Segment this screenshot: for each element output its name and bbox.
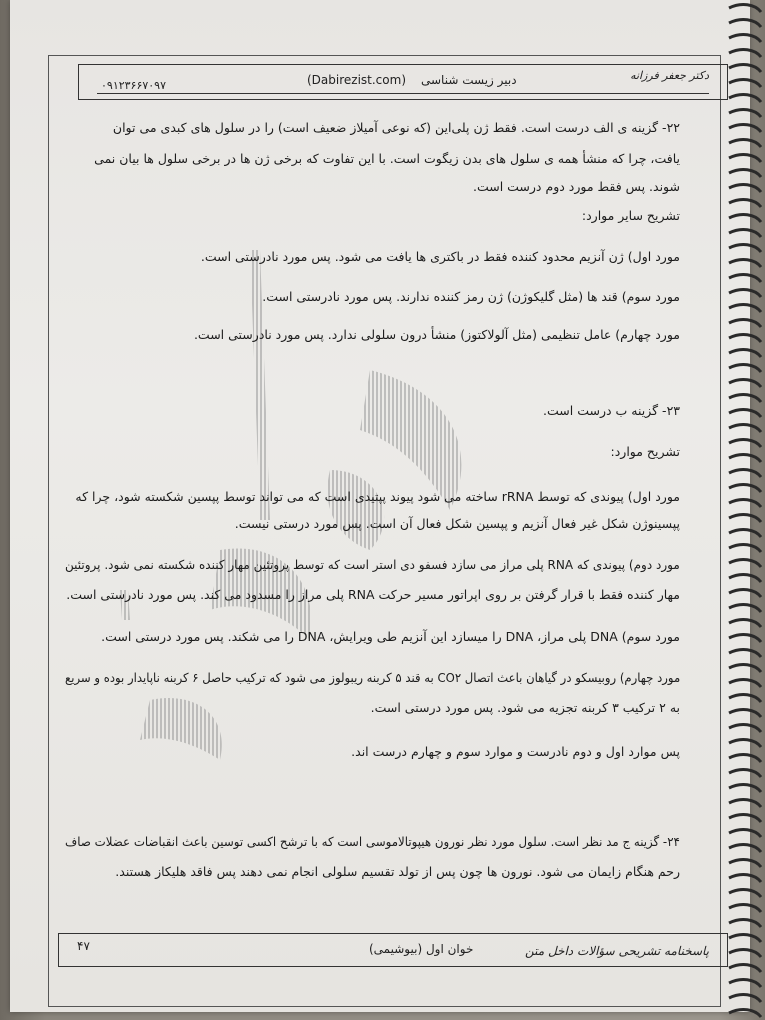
header-divider [97,93,709,94]
spiral-ring [729,230,761,237]
spiral-ring [729,530,761,537]
spiral-ring [729,110,761,117]
q24-line-2: رحم هنگام زایمان می شود. نورون ها چون پس از تولد تقسیم سلولی انجام نمی دهند پس فاقد هلیکاز هستند. [115,864,680,879]
spiral-ring [729,875,761,882]
spiral-ring [729,935,761,942]
spiral-ring [729,575,761,582]
spiral-ring [729,320,761,327]
q23-item-4a: مورد چهارم) روبیسکو در گیاهان باعث اتصال CO۲ به قند ۵ کربنه ریبولوز می شود که ترکیب حاصل ۶ کربنه ناپایدار بوده و سریع [64,670,680,685]
spiral-ring [729,245,761,252]
spiral-ring [729,395,761,402]
spiral-ring [729,290,761,297]
q22-line-1: ۲۲- گزینه ی الف درست است. فقط ژن پلی‌این (که نوعی آمیلاز ضعیف است) را در سلول های کبدی می توان [112,120,680,135]
q22-heading: تشریح سایر موارد: [581,208,680,223]
q23-summary: پس موارد اول و دوم نادرست و موارد سوم و چهارم درست اند. [351,744,680,759]
spiral-ring [729,305,761,312]
q22-item-3: مورد چهارم) عامل تنظیمی (مثل آلولاکتوز) منشأ درون سلولی ندارد. پس مورد نادرستی است. [193,327,680,342]
q23-item-1a: مورد اول) پیوندی که توسط rRNA ساخته می شود پیوند پپتیدی است که می تواند توسط پپسین شکسته شود، چرا که [75,489,680,504]
header-author: دکتر جعفر فرزانه [630,69,709,82]
spiral-ring [729,605,761,612]
spiral-ring [729,890,761,897]
spiral-ring [729,185,761,192]
q23-heading: تشریح موارد: [610,444,680,459]
spiral-ring [729,815,761,822]
spiral-ring [729,995,761,1002]
spiral-ring [729,965,761,972]
spiral-ring [729,410,761,417]
q22-line-2: یافت، چرا که منشأ همه ی سلول های بدن زیگوت است. با این تفاوت که برخی ژن ها در برخی سلول ها بیان نمی [94,151,680,166]
spiral-ring [729,740,761,747]
page-header [78,64,728,100]
spiral-ring [729,440,761,447]
spiral-ring [729,200,761,207]
header-phone: ۰۹۱۲۳۶۶۷۰۹۷ [101,79,166,92]
footer-series-title: پاسخنامه تشریحی سؤالات داخل متن [524,944,709,958]
spiral-ring [729,455,761,462]
spiral-ring [729,635,761,642]
page-footer [58,933,728,967]
spiral-ring [729,215,761,222]
spiral-ring [729,485,761,492]
spiral-ring [729,50,761,57]
header-teacher: دبیر زیست شناسی [421,73,517,87]
spiral-ring [729,770,761,777]
spiral-ring [729,545,761,552]
spiral-ring [729,680,761,687]
spiral-ring [729,695,761,702]
spiral-ring [729,755,761,762]
spiral-ring [729,125,761,132]
q24-line-1: ۲۴- گزینه ج مد نظر است. سلول مورد نظر نورون هیپوتالاموسی است که با ترشح اکسی توسین باعث انقباضات عضلات صاف [65,834,680,849]
q22-item-2: مورد سوم) قند ها (مثل گلیکوژن) ژن رمز کننده ندارند. پس مورد نادرستی است. [262,289,680,304]
spiral-ring [729,830,761,837]
spiral-ring [729,620,761,627]
spiral-ring [729,560,761,567]
header-site: (Dabirezist.com) [307,73,406,87]
spiral-ring [729,515,761,522]
spiral-ring [729,725,761,732]
spiral-binding [725,0,765,1020]
q22-item-1: مورد اول) ژن آنزیم محدود کننده فقط در باکتری ها یافت می شود. پس مورد نادرستی است. [200,249,680,264]
spiral-ring [729,905,761,912]
spiral-ring [729,170,761,177]
spiral-ring [729,500,761,507]
q23-item-4b: به ۲ ترکیب ۳ کربنه تجزیه می شود. پس مورد درستی است. [370,700,680,715]
spiral-ring [729,350,761,357]
document-page [10,0,750,1012]
spiral-ring [729,425,761,432]
spiral-ring [729,20,761,27]
spiral-ring [729,140,761,147]
q23-item-1b: پپسینوژن شکل غیر فعال آنزیم و پپسین شکل فعال آن است. پس مورد درستی نیست. [234,516,680,531]
spiral-ring [729,920,761,927]
spiral-ring [729,950,761,957]
spiral-ring [729,650,761,657]
spiral-ring [729,5,761,12]
footer-chapter-title: خوان اول (بیوشیمی) [369,942,474,956]
spiral-ring [729,260,761,267]
q23-item-3: مورد سوم) DNA پلی مراز، DNA را میسازد این آنزیم طی ویرایش، DNA را می شکند. پس مورد درستی است. [101,629,680,644]
page-number: ۴۷ [77,939,90,953]
spiral-ring [729,80,761,87]
spiral-ring [729,800,761,807]
q23-item-2a: مورد دوم) پیوندی که RNA پلی مراز می سازد فسفو دی استر است که توسط پروتئین مهار کننده شکسته نمی شود. پروتئین [65,557,680,572]
spiral-ring [729,35,761,42]
spiral-ring [729,380,761,387]
spiral-ring [729,155,761,162]
spiral-ring [729,590,761,597]
spiral-ring [729,860,761,867]
q23-line-1: ۲۳- گزینه ب درست است. [543,403,680,418]
spiral-ring [729,65,761,72]
spiral-ring [729,785,761,792]
spiral-ring [729,335,761,342]
spiral-ring [729,710,761,717]
spiral-ring [729,980,761,987]
spiral-ring [729,1010,761,1017]
spiral-ring [729,275,761,282]
spiral-ring [729,845,761,852]
spiral-ring [729,665,761,672]
q22-line-3: شوند. پس فقط مورد دوم درست است. [472,179,680,194]
spiral-ring [729,95,761,102]
q23-item-2b: مهار کننده فقط با قرار گرفتن بر روی اپراتور مسیر حرکت RNA پلی مراز را مسدود می کند. پس مورد نادرستی است. [66,587,680,602]
spiral-ring [729,470,761,477]
spiral-ring [729,365,761,372]
